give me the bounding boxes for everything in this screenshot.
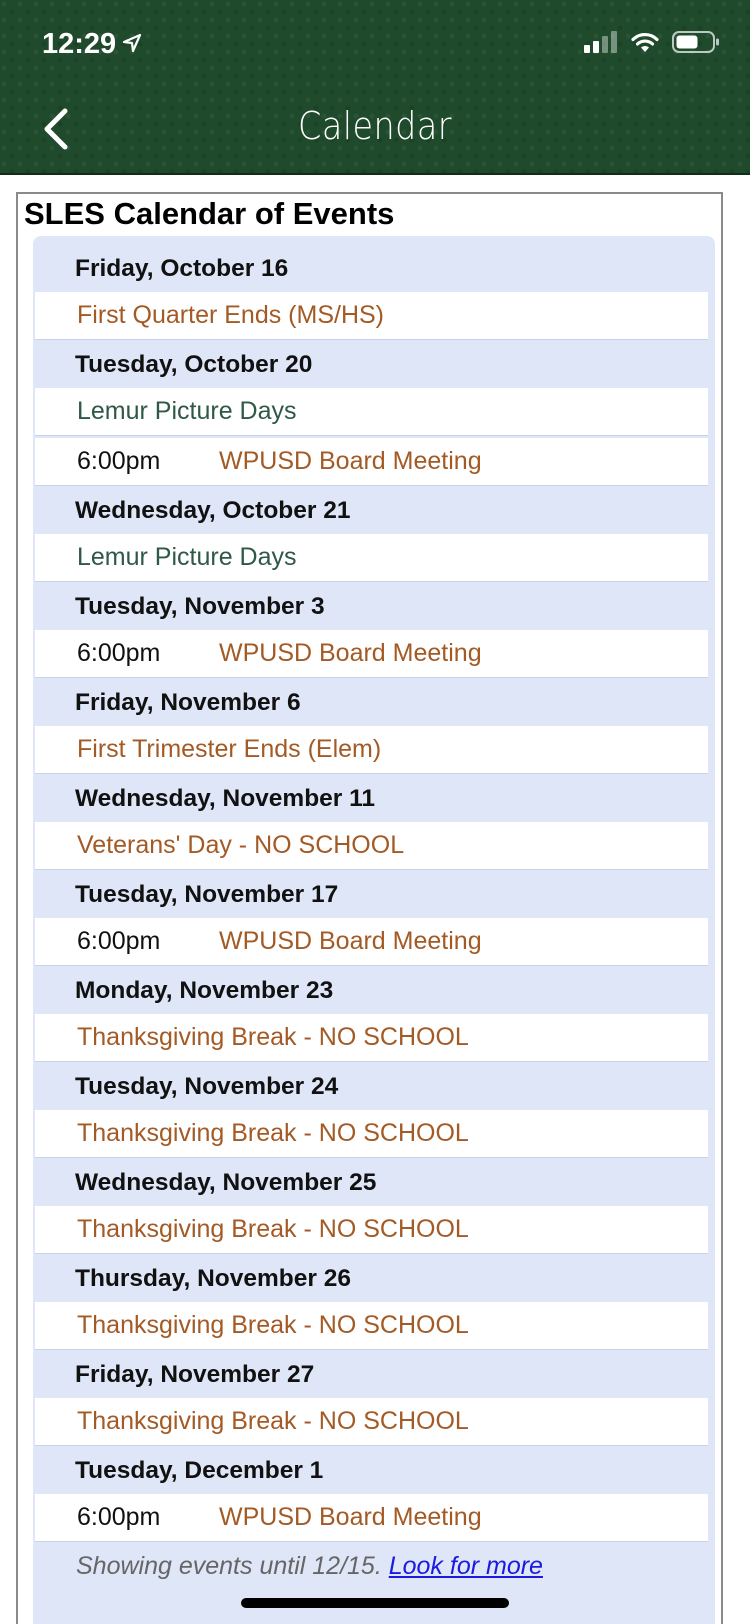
- footer-note-text: Showing events until 12/15.: [76, 1552, 389, 1580]
- event-title: WPUSD Board Meeting: [219, 927, 482, 955]
- date-header: Thursday, November 26: [75, 1265, 351, 1292]
- event-title: Thanksgiving Break - NO SCHOOL: [77, 1119, 469, 1147]
- battery-icon: [672, 30, 720, 59]
- date-header: Friday, November 27: [75, 1361, 315, 1388]
- events-list: [33, 236, 715, 1624]
- event-time: 6:00pm: [77, 639, 161, 667]
- status-icons: [584, 30, 720, 59]
- event-row[interactable]: [35, 438, 708, 486]
- signal-icon: [584, 31, 618, 58]
- event-title: Thanksgiving Break - NO SCHOOL: [77, 1023, 469, 1051]
- date-header: Tuesday, November 24: [75, 1073, 339, 1100]
- event-title: WPUSD Board Meeting: [219, 639, 482, 667]
- event-row[interactable]: [35, 918, 708, 966]
- event-title: Veterans' Day - NO SCHOOL: [77, 831, 405, 859]
- event-row[interactable]: [35, 822, 708, 870]
- event-time: 6:00pm: [77, 447, 161, 475]
- event-row[interactable]: [35, 388, 708, 436]
- event-title: Thanksgiving Break - NO SCHOOL: [77, 1311, 469, 1339]
- date-header: Wednesday, November 11: [75, 785, 376, 812]
- look-for-more-link[interactable]: Look for more: [388, 1552, 543, 1580]
- event-row[interactable]: [35, 292, 708, 340]
- date-header: Friday, October 16: [75, 255, 289, 282]
- event-row[interactable]: [35, 1302, 708, 1350]
- panel-title: SLES Calendar of Events: [24, 196, 395, 231]
- app-header: [0, 0, 750, 175]
- event-row[interactable]: [35, 1494, 708, 1542]
- event-row[interactable]: [35, 726, 708, 774]
- home-indicator: [241, 1598, 509, 1608]
- event-time: 6:00pm: [77, 927, 161, 955]
- date-header: Tuesday, November 17: [75, 881, 339, 908]
- event-title: Lemur Picture Days: [77, 397, 297, 425]
- status-time: [42, 28, 142, 61]
- page-title: Calendar: [298, 104, 452, 148]
- event-row[interactable]: [35, 1110, 708, 1158]
- event-title: WPUSD Board Meeting: [219, 447, 482, 475]
- event-row[interactable]: [35, 630, 708, 678]
- event-title: First Quarter Ends (MS/HS): [77, 301, 384, 329]
- event-row[interactable]: [35, 1014, 708, 1062]
- event-title: WPUSD Board Meeting: [219, 1503, 482, 1531]
- date-header: Tuesday, October 20: [75, 351, 313, 378]
- event-row[interactable]: [35, 1398, 708, 1446]
- date-header: Wednesday, November 25: [75, 1169, 377, 1196]
- footer-note: [33, 1544, 715, 1581]
- location-arrow-icon: [122, 28, 142, 61]
- event-time: 6:00pm: [77, 1503, 161, 1531]
- event-title: First Trimester Ends (Elem): [77, 735, 382, 763]
- date-header: Tuesday, November 3: [75, 593, 325, 620]
- date-header: Wednesday, October 21: [75, 497, 351, 524]
- status-time-text: 12:29: [42, 28, 117, 60]
- date-header: Monday, November 23: [75, 977, 334, 1004]
- wifi-icon: [630, 31, 660, 58]
- calendar-panel: [16, 192, 723, 1624]
- event-row[interactable]: [35, 1206, 708, 1254]
- date-header: Friday, November 6: [75, 689, 301, 716]
- event-title: Lemur Picture Days: [77, 543, 297, 571]
- date-header: Tuesday, December 1: [75, 1457, 324, 1484]
- event-title: Thanksgiving Break - NO SCHOOL: [77, 1407, 469, 1435]
- event-title: Thanksgiving Break - NO SCHOOL: [77, 1215, 469, 1243]
- event-row[interactable]: [35, 534, 708, 582]
